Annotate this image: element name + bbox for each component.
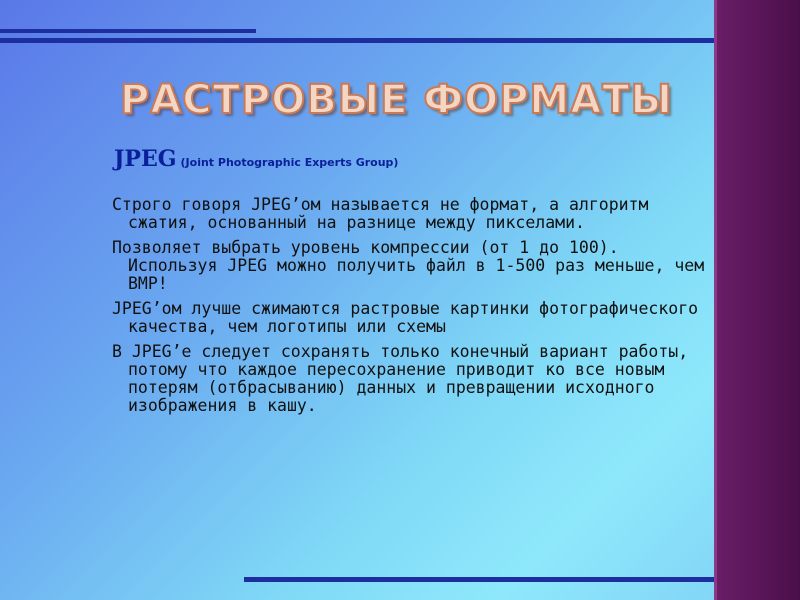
- slide-title: РАСТРОВЫЕ ФОРМАТЫ: [120, 77, 673, 123]
- bottom-accent-line: [244, 577, 714, 582]
- paragraph-4: В JPEG’е следует сохранять только конечный вариант работы, потому что каждое пересохранение приводит ко все новым потерям (отбрасыванию) данных и превращении исходного изображения в кашу.: [112, 342, 689, 415]
- top-accent-line-long: [0, 38, 714, 43]
- subtitle-format-name: JPEG: [114, 146, 177, 172]
- top-accent-line-short: [0, 29, 256, 33]
- right-band-edge: [714, 0, 717, 600]
- paragraph-3: JPEG’ом лучше сжимаются растровые картинки фотографического качества, чем логотипы или схемы: [112, 299, 699, 336]
- paragraph-1: Строго говоря JPEG’ом называется не формат, а алгоритм сжатия, основанный на разнице между пикселами.: [112, 195, 649, 232]
- paragraph-list: [112, 196, 712, 422]
- paragraph-2: Позволяет выбрать уровень компрессии (от 1 до 100). Используя JPEG можно получить файл в 1-500 раз меньше, чем BMP!: [112, 238, 705, 293]
- slide-subtitle: [114, 146, 694, 172]
- subtitle-expansion: (Joint Photographic Experts Group): [180, 156, 399, 169]
- right-decorative-band: [714, 0, 800, 600]
